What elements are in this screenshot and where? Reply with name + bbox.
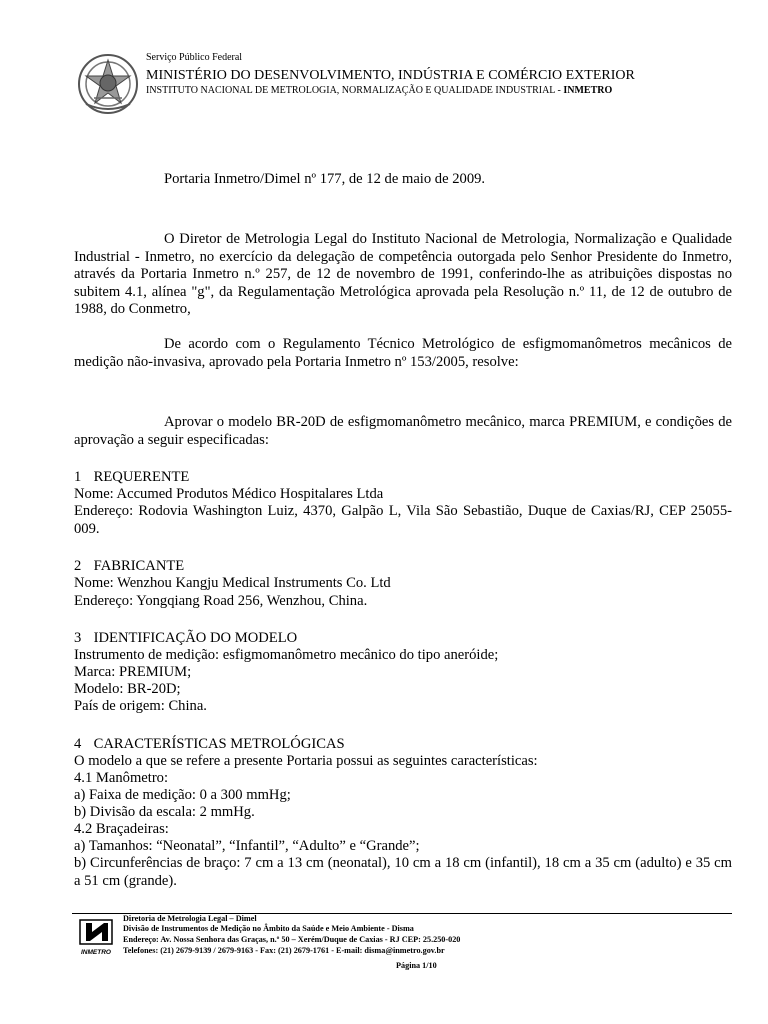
section-4-title: CARACTERÍSTICAS METROLÓGICAS: [93, 736, 345, 752]
manometer-division: b) Divisão da escala: 2 mmHg.: [74, 804, 255, 820]
cuffs-sizes: a) Tamanhos: “Neonatal”, “Infantil”, “Adulto” e “Grande”;: [74, 838, 420, 854]
model-origin: País de origem: China.: [74, 698, 207, 714]
model-instrument: Instrumento de medição: esfigmomanômetro mecânico do tipo aneróide;: [74, 647, 499, 663]
institute-name: [146, 85, 612, 96]
institute-full-name: INSTITUTO NACIONAL DE METROLOGIA, NORMALIZAÇÃO E QUALIDADE INDUSTRIAL -: [146, 85, 564, 96]
coat-of-arms-emblem: [76, 52, 140, 116]
inmetro-logo: [78, 918, 114, 958]
section-2-number: 2: [74, 558, 82, 574]
section-1-title: REQUERENTE: [93, 469, 190, 485]
model-brand: Marca: PREMIUM;: [74, 664, 192, 680]
requerente-endereco: Endereço: Rodovia Washington Luiz, 4370, Galpão L, Vila São Sebastião, Duque de Caxias/RJ, CEP 25055-009.: [74, 503, 732, 537]
manometer-range: a) Faixa de medição: 0 a 300 mmHg;: [74, 787, 291, 803]
section-4-number: 4: [74, 736, 82, 752]
characteristics-intro: O modelo a que se refere a presente Portaria possui as seguintes características:: [74, 753, 538, 769]
requerente-nome: Nome: Accumed Produtos Médico Hospitalares Ltda: [74, 486, 384, 502]
fabricante-nome: Nome: Wenzhou Kangju Medical Instruments Co. Ltd: [74, 575, 391, 591]
footer-division: Divisão de Instrumentos de Medição no Âmbito da Saúde e Meio Ambiente - Disma: [123, 924, 414, 933]
section-4-heading: [74, 736, 345, 754]
institute-acronym: INMETRO: [563, 85, 613, 96]
section-1-heading: [74, 469, 189, 487]
page-number: Página 1/10: [396, 961, 437, 970]
footer-contact: Telefones: (21) 2679-9139 / 2679-9163 - Fax: (21) 2679-1761 - E-mail: disma@inmetro.gov.br: [123, 946, 445, 955]
model-name: Modelo: BR-20D;: [74, 681, 181, 697]
fabricante-endereco: Endereço: Yongqiang Road 256, Wenzhou, China.: [74, 593, 368, 609]
section-1-number: 1: [74, 469, 82, 485]
ministry-name: MINISTÉRIO DO DESENVOLVIMENTO, INDÚSTRIA E COMÉRCIO EXTERIOR: [146, 68, 635, 83]
cuffs-circumferences: b) Circunferências de braço: 7 cm a 13 cm (neonatal), 10 cm a 18 cm (infantil), 18 cm a 35 cm (adulto) e 35 cm a 51 cm (grande).: [74, 855, 732, 889]
document-title: Portaria Inmetro/Dimel nº 177, de 12 de maio de 2009.: [164, 171, 486, 187]
section-3-heading: [74, 630, 297, 648]
paragraph-authority: O Diretor de Metrologia Legal do Instituto Nacional de Metrologia, Normalização e Qualidade Industrial - Inmetro, no exercício da delegação de competência outorgada pelo Senhor Presidente do Inmetro, através da Portaria Inmetro n.º 257, de 12 de novembro de 1991, conferindo-lhe as atribuições dispostas no subitem 4.1, alínea "g", da Regulamentação Metrológica aprovada pela Resolução n.º 11, de 12 de outubro de 1988, do Conmetro,: [74, 231, 732, 318]
section-3-number: 3: [74, 630, 82, 646]
service-label: Serviço Público Federal: [146, 52, 243, 63]
section-2-title: FABRICANTE: [93, 558, 185, 574]
footer-directorate: Diretoria de Metrologia Legal – Dimel: [123, 914, 257, 923]
paragraph-regulation: De acordo com o Regulamento Técnico Metrológico de esfigmomanômetros mecânicos de medição não-invasiva, aprovado pela Portaria Inmetro nº 153/2005, resolve:: [74, 336, 732, 370]
inmetro-logo-text: INMETRO: [81, 949, 111, 956]
paragraph-approval: Aprovar o modelo BR-20D de esfigmomanômetro mecânico, marca PREMIUM, e condições de aprovação a seguir especificadas:: [74, 414, 732, 448]
footer-address: Endereço: Av. Nossa Senhora das Graças, n.º 50 – Xerém/Duque de Caxias - RJ CEP: 25.250-020: [123, 935, 461, 944]
section-2-heading: [74, 558, 184, 576]
section-3-title: IDENTIFICAÇÃO DO MODELO: [93, 630, 298, 646]
manometer-heading: 4.1 Manômetro:: [74, 770, 169, 786]
cuffs-heading: 4.2 Braçadeiras:: [74, 821, 169, 837]
